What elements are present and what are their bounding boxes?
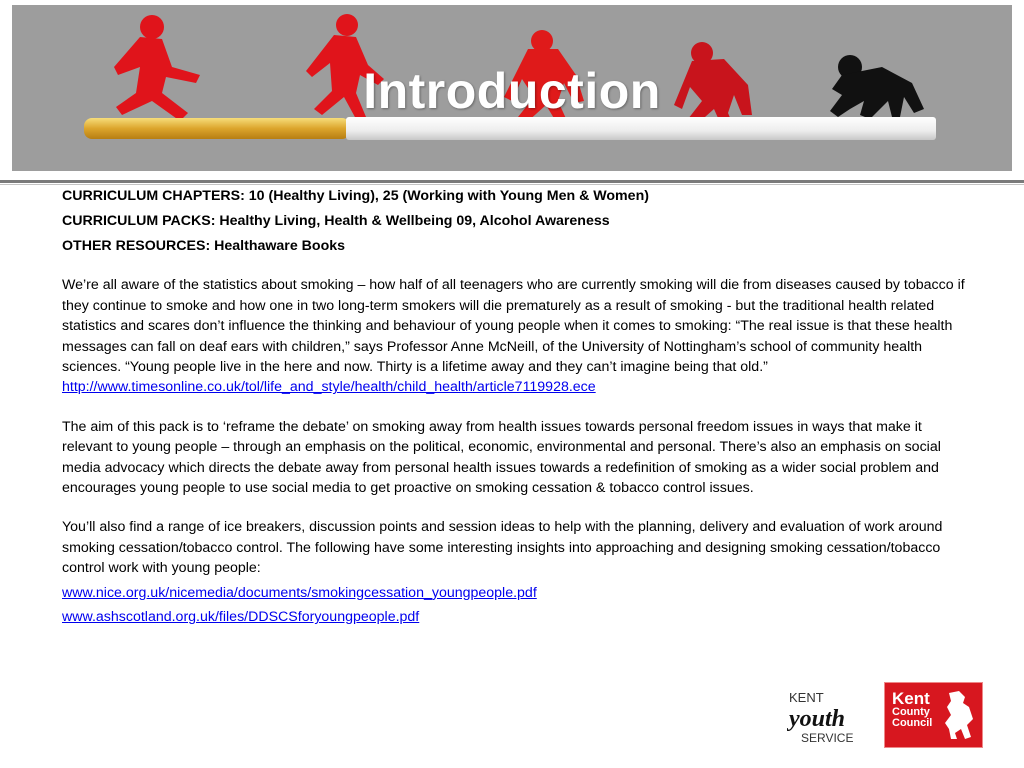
kys-kent: KENT (789, 690, 824, 705)
paragraph-statistics-text: We’re all aware of the statistics about smoking – how half of all teenagers who are currently smoking will die from diseases caused by tobacco if they continue to smoke and how one in two long-term smokers will die prematurely as a result of smoking - but the traditional health related statistics and scares don’t influence the thinking and behaviour of young people when it comes to smoking: “The real issue is that these health messages can fall on deaf ears with children,” says Professor Anne McNeill, of the University of Nottingham’s school of community health sciences. “Young people live in the here and now. Thirty is a lifetime away and they can’t imagine being that old.” (62, 277, 965, 376)
paragraph-resources: You’ll also find a range of ice breakers, discussion points and session ideas to help with the planning, delivery and evaluation of work around smoking cessation/tobacco control. The following have some interesting insights into approaching and designing smoking cessation/tobacco control work with young people: (62, 519, 943, 577)
kent-county-council-logo (885, 683, 982, 747)
kcc-council: Council (892, 717, 933, 729)
resource-links (62, 583, 967, 628)
kent-youth-service-logo (787, 688, 859, 746)
other-resources: OTHER RESOURCES: Healthaware Books (62, 238, 346, 254)
kcc-text (892, 690, 932, 729)
timesonline-link[interactable]: http://www.timesonline.co.uk/tol/life_and_style/health/child_health/article7119928.ece (62, 379, 596, 396)
cigarette-filter (84, 118, 350, 139)
paragraph-aim: The aim of this pack is to ‘reframe the debate’ on smoking away from health issues towards personal freedom issues in ways that make it relevant to young people – through an emphasis on the political, economic, environmental and personal. There’s also an emphasis on social media advocacy which directs the debate away from personal health issues towards a redefinition of smoking as a wider social problem and encourages young people to use social media to get proactive on smoking cessation & tobacco control issues. (62, 418, 941, 497)
curriculum-chapters: CURRICULUM CHAPTERS: 10 (Healthy Living), 25 (Working with Young Men & Women) (62, 188, 649, 204)
slide-title: Introduction (363, 63, 661, 119)
kys-service: SERVICE (801, 731, 854, 745)
paragraph-statistics (62, 275, 967, 397)
divider-line-thin (0, 184, 1024, 185)
kcc-county: County (892, 706, 930, 718)
white-horse-icon (941, 689, 977, 741)
slide-body (62, 186, 967, 628)
kys-youth: youth (789, 706, 846, 732)
kcc-kent: Kent (892, 689, 930, 708)
divider-line (0, 180, 1024, 183)
curriculum-packs: CURRICULUM PACKS: Healthy Living, Health & Wellbeing 09, Alcohol Awareness (62, 213, 610, 229)
nice-link[interactable]: www.nice.org.uk/nicemedia/documents/smokingcessation_youngpeople.pdf (62, 584, 537, 601)
cigarette-paper (346, 117, 936, 140)
ashscotland-link[interactable]: www.ashscotland.org.uk/files/DDSCSforyoungpeople.pdf (62, 609, 420, 626)
